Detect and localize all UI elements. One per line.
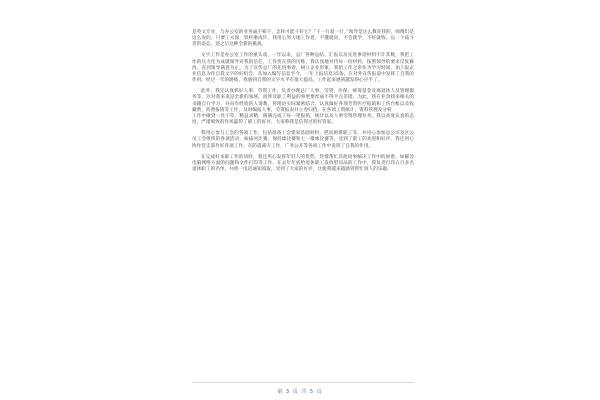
paragraph-personnel-continued: 工作中做到一丝不苟，精益求精，圆满完成了每一笔报销，统计以及人事劳资管理业务。我以高度认真的态度，严谨细致的作风赢得了职工的好评，大家称我是信得过的好管家。: [192, 113, 414, 126]
paragraph-union-work: 我用心参与工会的各项工作，包括准备工会建家基础材料，慰问困难职工等，并用心参加总公司及区公司工会组织的各项活动，如拔河比赛，保持球比赛和七一歌咏比赛等，受到了职工的欢迎和好评，我还用心协作党支部作好各项工作，在防震减灾工作，广务公开等各项工作中发挥了自我的作用。: [192, 131, 414, 149]
page-number: 第 3 页 共 5 页: [277, 389, 323, 395]
paragraph-intro: 是英文专业，与办公室的业务毫不相干，怎样才能干好它？”干一行爱一行，”领导是这么教育我的，师傅们是这么说的。只要工夫深，铁杵磨成针。我用心努力地工作着，不懂就问，不会就学，不好就练。以一个战斗者的姿态，迎之后这种全新的挑战。: [192, 30, 414, 48]
footer-divider: [192, 382, 414, 383]
document-body: [192, 30, 414, 173]
paragraph-writing-work: 文字工作是办公室工作的重头戏，一年以来，总厂各种总结、汇报以及先进事迹材料不计其数，我把工作的压力化为成就领导对我的信任，工作贵在我的历练，我认真地对待每一份材料，按照领导的要求反复修改，直到领导满意为止。为了宣传总厂的先进事迹，树立企业形象，我把工作之余作为学习时间，加上报企业信息为作自我文字的好机会，从加入编写信息至今，一年上报信息35条，在对外宣传报道中发挥了自我的作用。经过一年的磨练，我感到自我的文字水平有很大提高，工作起来感到越发得心应手了。: [192, 53, 414, 84]
paragraph-personnel-work: 此外，我还认真抓好人事，劳资工作，负责办理总厂人事，劳资，医保，统筹基金及离退休人员管理服务等。这对我来说是全新的领域，而涉及职工利益的事更要丝毫不得半点差错。为此，我在业余找来相关的书籍自行学习，并向有经验的人请教，将理论实际紧密结合，认真做好各项劳资医疗报销和工伤台帐以及收藏费，药费报销等工作，及时编报人事，劳资报表并立卷归档，在各项工资统计，资料管理及分析: [192, 89, 414, 113]
paragraph-helping-colleagues: 在完成好本职工作的同时，我还用心发挥年轻人的优势，热情帮忙其他同事解决工作中的困难，如解答电脑网络方面的问题和文件打印等工作。在去年年底给退休职工发放慰问品的工作中，我负责打印五百多名退休职工的名单，并逐一电话通知领取，受到了大家的好评，这使我越来越感到帮忙别人的乐趣。: [192, 154, 414, 172]
